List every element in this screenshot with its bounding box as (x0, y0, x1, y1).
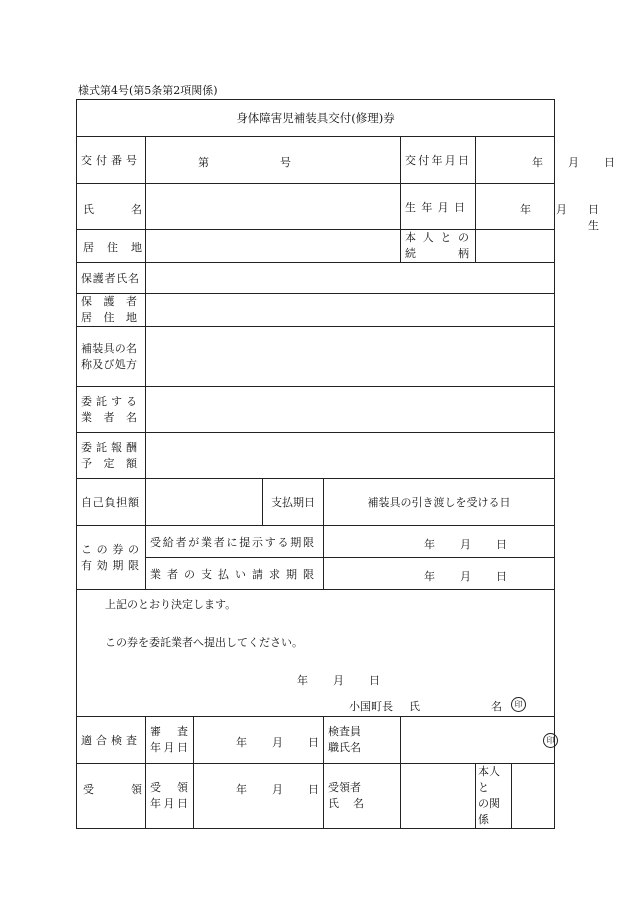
copay-label: 自己負担額 (77, 479, 146, 526)
address-field[interactable] (146, 230, 401, 263)
guardian-address-row (77, 294, 555, 327)
notice-year: 年 (297, 674, 308, 687)
deadline2-year: 年 (424, 570, 435, 583)
fee-field[interactable] (146, 433, 555, 479)
billing-deadline-label: 業者の支払い請求期限 (146, 558, 324, 590)
number-suffix: 号 (280, 156, 291, 169)
issue-month: 月 (568, 156, 579, 169)
decision-text: 上記のとおり決定します。 (105, 598, 237, 611)
notice-day: 日 (369, 674, 380, 687)
presentation-deadline-field[interactable] (324, 526, 555, 558)
fee-label: 委託報酬 予 定 額 (77, 433, 146, 479)
validity-row-2 (77, 558, 555, 590)
receipt-date-label: 受 領 年月日 (146, 764, 194, 829)
contractor-row (77, 387, 555, 433)
receipt-month: 月 (272, 783, 283, 796)
receipt-year: 年 (236, 783, 247, 796)
birth-day: 日生 (588, 203, 599, 232)
inspection-month: 月 (272, 736, 283, 749)
validity-row-1 (77, 526, 555, 558)
contractor-label: 委託する 業 者 名 (77, 387, 146, 433)
address-label: 居 住 地 (77, 230, 146, 263)
guardian-name-row (77, 263, 555, 294)
number-prefix: 第 (198, 156, 209, 169)
issue-number-row (77, 137, 555, 184)
receiver-relationship-label: 本人と の関係 (476, 764, 512, 829)
inspection-row (77, 717, 555, 764)
notice-section (77, 590, 555, 717)
receipt-date-field[interactable] (194, 764, 324, 829)
delivery-date-label: 補装具の引き渡しを受ける日 (324, 479, 555, 526)
receiver-relationship-field[interactable] (512, 764, 555, 829)
issue-number-field[interactable] (146, 137, 401, 184)
notice-row (77, 590, 555, 717)
receipt-row (77, 764, 555, 829)
inspection-date-label: 審 査 年月日 (146, 717, 194, 764)
deadline2-day: 日 (496, 570, 507, 583)
notice-month: 月 (333, 674, 344, 687)
guardian-address-field[interactable] (146, 294, 555, 327)
inspector-seal-icon: 印 (543, 733, 558, 748)
name-label: 氏 名 (77, 184, 146, 230)
inspector-label: 検査員 職氏名 (324, 717, 401, 764)
issue-date-field[interactable] (476, 137, 615, 184)
relationship-label: 本人との 続 柄 (401, 230, 476, 263)
issue-day: 日 (604, 156, 615, 169)
contractor-field[interactable] (146, 387, 555, 433)
billing-deadline-field[interactable] (324, 558, 555, 590)
device-name-field[interactable] (146, 327, 555, 387)
inspection-date-field[interactable] (194, 717, 324, 764)
deadline1-year: 年 (424, 538, 435, 551)
seal-icon: 印 (511, 697, 526, 712)
guardian-name-label: 保護者氏名 (77, 263, 146, 294)
payment-date-label: 支払期日 (263, 479, 324, 526)
birth-date-label: 生年月日 (401, 184, 476, 230)
voucher-form (76, 99, 615, 829)
copay-row (77, 479, 555, 526)
guardian-address-label: 保 護 者 居 住 地 (77, 294, 146, 327)
receiver-field[interactable] (401, 764, 476, 829)
receipt-label: 受 領 (77, 764, 146, 829)
presentation-deadline-label: 受給者が業者に提示する期限 (146, 526, 324, 558)
deadline1-day: 日 (496, 538, 507, 551)
fee-row (77, 433, 555, 479)
form-title: 身体障害児補装具交付(修理)券 (77, 100, 555, 137)
receiver-label: 受領者 氏 名 (324, 764, 401, 829)
form-number-label: 様式第4号(第5条第2項関係) (78, 84, 218, 97)
copay-field[interactable] (146, 479, 263, 526)
relationship-field[interactable] (476, 230, 555, 263)
name-field[interactable] (146, 184, 401, 230)
inspector-field[interactable] (401, 717, 555, 764)
device-name-label: 補装具の名 称及び処方 (77, 327, 146, 387)
signer-mei: 名 (491, 700, 502, 713)
birth-date-field[interactable] (476, 184, 599, 232)
guardian-name-field[interactable] (146, 263, 555, 294)
deadline2-month: 月 (460, 570, 471, 583)
name-row (77, 184, 555, 230)
inspection-label: 適合検査 (77, 717, 146, 764)
device-name-row (77, 327, 555, 387)
receipt-day: 日 (308, 783, 319, 796)
birth-year: 年 (520, 203, 531, 216)
deadline1-month: 月 (460, 538, 471, 551)
address-row (77, 230, 555, 263)
birth-month: 月 (556, 203, 567, 216)
submit-instruction-text: この券を委託業者へ提出してください。 (105, 636, 303, 649)
issue-date-label: 交付年月日 (401, 137, 476, 184)
issue-number-label: 交付番号 (77, 137, 146, 184)
validity-label: この券の 有効期限 (77, 526, 146, 590)
issue-year: 年 (532, 156, 543, 169)
inspection-year: 年 (236, 736, 247, 749)
inspection-day: 日 (308, 736, 319, 749)
signer-title: 小国町長 (349, 700, 393, 713)
title-row (77, 100, 555, 137)
signer-shi: 氏 (409, 700, 420, 713)
